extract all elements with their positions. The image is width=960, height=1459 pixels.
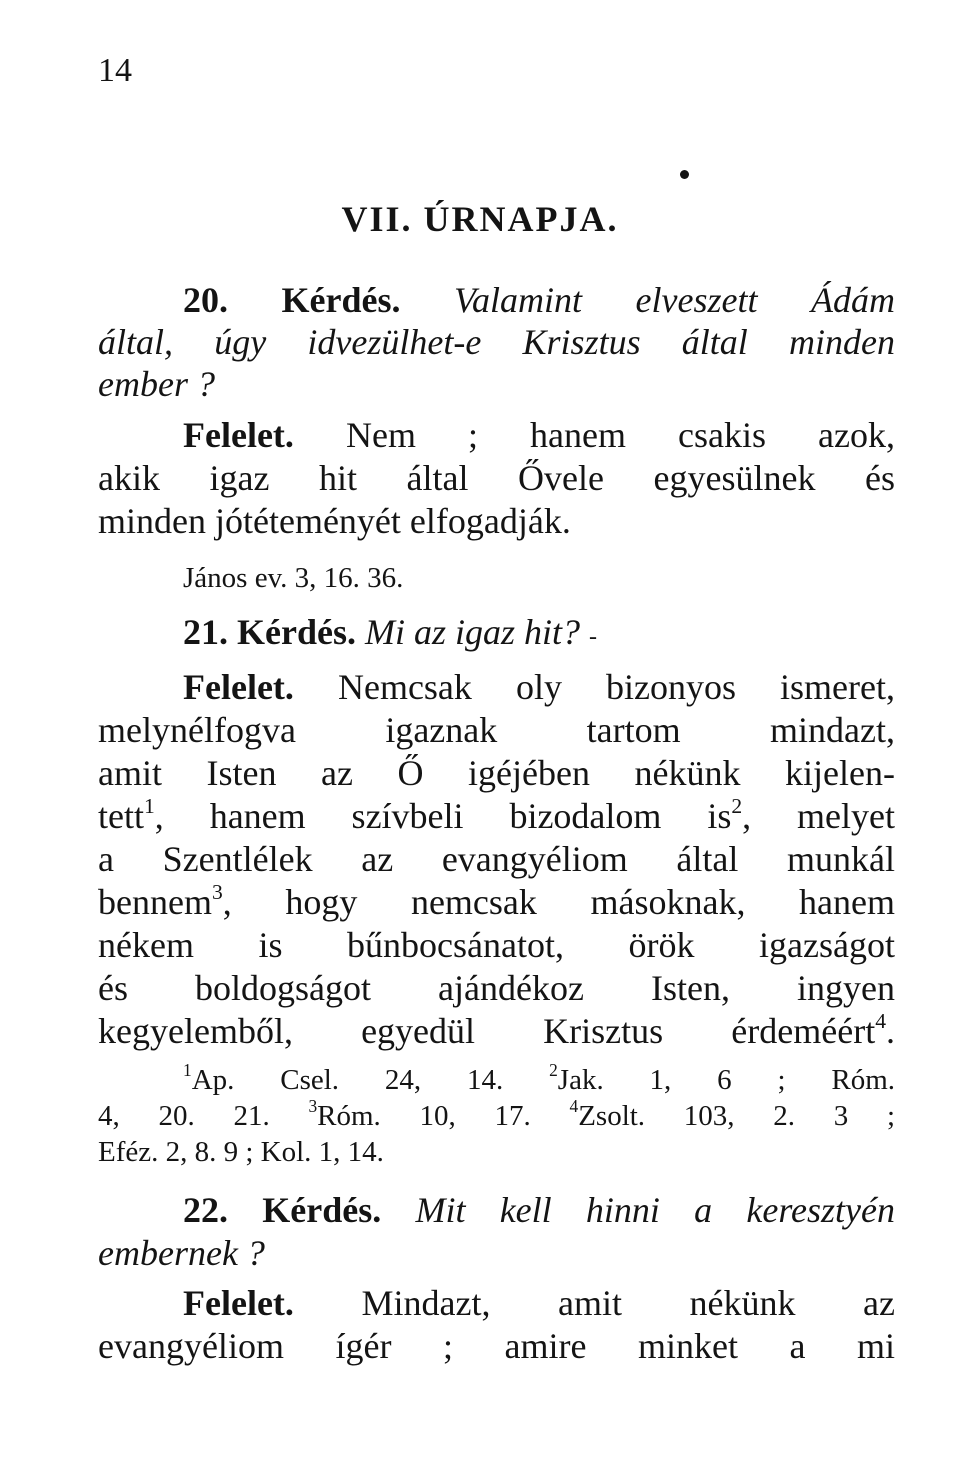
q20-text-1: Valamint elveszett Ádám	[454, 280, 896, 320]
q22-answer-label: Felelet.	[183, 1283, 294, 1323]
q21-text-4c: , melyet	[742, 796, 895, 836]
q21-answer-line-2: melynélfogva igaznak tartom mindazt,	[98, 710, 895, 750]
q21-dash: -	[588, 624, 597, 650]
q21-answer-line-8: és boldogságot ajándékoz Isten, ingyen	[98, 968, 895, 1008]
q21-text-6a: bennem	[98, 882, 212, 922]
q20-answer-line-1	[183, 413, 895, 457]
q21-line	[183, 610, 597, 659]
q21-answer-1: Nemcsak oly bizonyos ismeret,	[337, 667, 895, 707]
q21-answer-line-6	[98, 880, 895, 924]
q21-text-6b: , hogy nemcsak másoknak, hanem	[222, 882, 895, 922]
q21-refs-line-3: Eféz. 2, 8. 9 ; Kol. 1, 14.	[98, 1136, 384, 1168]
q20-line-1	[183, 278, 895, 322]
q21-text-4b: , hanem szívbeli bizodalom is	[154, 796, 732, 836]
q22-text-1: Mit kell hinni a keresztyén	[415, 1190, 896, 1230]
ref-text-1: Ap. Csel. 24, 14.	[191, 1064, 504, 1096]
q21-answer-line-9	[98, 1009, 895, 1053]
q21-text-9a: kegyelemből, egyedül Krisztus érdeméért	[98, 1011, 876, 1051]
footnote-mark-1: 1	[143, 794, 155, 818]
q21-refs-line-2	[98, 1098, 895, 1134]
q20-line-2: által, úgy idvezülhet-e Krisztus által minden	[98, 322, 895, 362]
q21-answer-label: Felelet.	[183, 667, 294, 707]
q22-label: 22. Kérdés.	[183, 1190, 382, 1230]
q20-answer-1: Nem ; hanem csakis azok,	[345, 415, 896, 455]
q20-answer-line-3: minden jótéteményét elfogadják.	[98, 501, 571, 541]
ref-text-3: Róm. 10, 17.	[317, 1100, 531, 1132]
q21-answer-line-3: amit Isten az Ő igéjében nékünk kijelen-	[98, 753, 895, 793]
q21-answer-line-7: nékem is bűnbocsánatot, örök igazságot	[98, 925, 895, 965]
q21-refs-line-1	[183, 1062, 895, 1098]
ref-mark-4: 4	[569, 1096, 579, 1117]
ref-mark-2: 2	[549, 1060, 558, 1081]
q22-answer-1: Mindazt, amit nékünk az	[361, 1283, 895, 1323]
q20-reference: János ev. 3, 16. 36.	[183, 562, 404, 594]
footnote-mark-2: 2	[731, 794, 743, 818]
ref-text-4: Zsolt. 103, 2. 3 ;	[578, 1100, 896, 1132]
q20-answer-line-2: akik igaz hit által Ővele egyesülnek és	[98, 458, 895, 498]
chapter-title: VII. ÚRNAPJA.	[341, 199, 619, 239]
q22-answer-line-1	[183, 1281, 895, 1325]
ref-mark-1: 1	[183, 1060, 192, 1081]
q21-text-9b: .	[886, 1011, 895, 1051]
q22-answer-line-2: evangyéliom ígér ; amire minket a mi	[98, 1326, 895, 1366]
page-number: 14	[98, 52, 132, 89]
q21-label: 21. Kérdés.	[183, 612, 356, 652]
q20-label: 20. Kérdés.	[183, 280, 401, 320]
print-dot	[680, 170, 689, 179]
q21-text-4a: tett	[98, 796, 144, 836]
q21-answer-line-4	[98, 794, 895, 838]
q20-answer-label: Felelet.	[183, 415, 294, 455]
q22-line-2: embernek ?	[98, 1233, 265, 1273]
q21-answer-line-1	[183, 665, 895, 709]
ref-text-2: Jak. 1, 6 ; Róm.	[557, 1064, 896, 1096]
footnote-mark-4: 4	[875, 1009, 886, 1033]
q20-line-3: ember ?	[98, 364, 215, 404]
q21-text: Mi az igaz hit?	[364, 612, 580, 652]
q21-answer-line-5: a Szentlélek az evangyéliom által munkál	[98, 839, 895, 879]
q22-line-1	[183, 1188, 895, 1232]
ref-mark-3: 3	[308, 1096, 318, 1117]
footnote-mark-3: 3	[211, 880, 223, 904]
ref-text-2b: 4, 20. 21.	[98, 1100, 270, 1132]
